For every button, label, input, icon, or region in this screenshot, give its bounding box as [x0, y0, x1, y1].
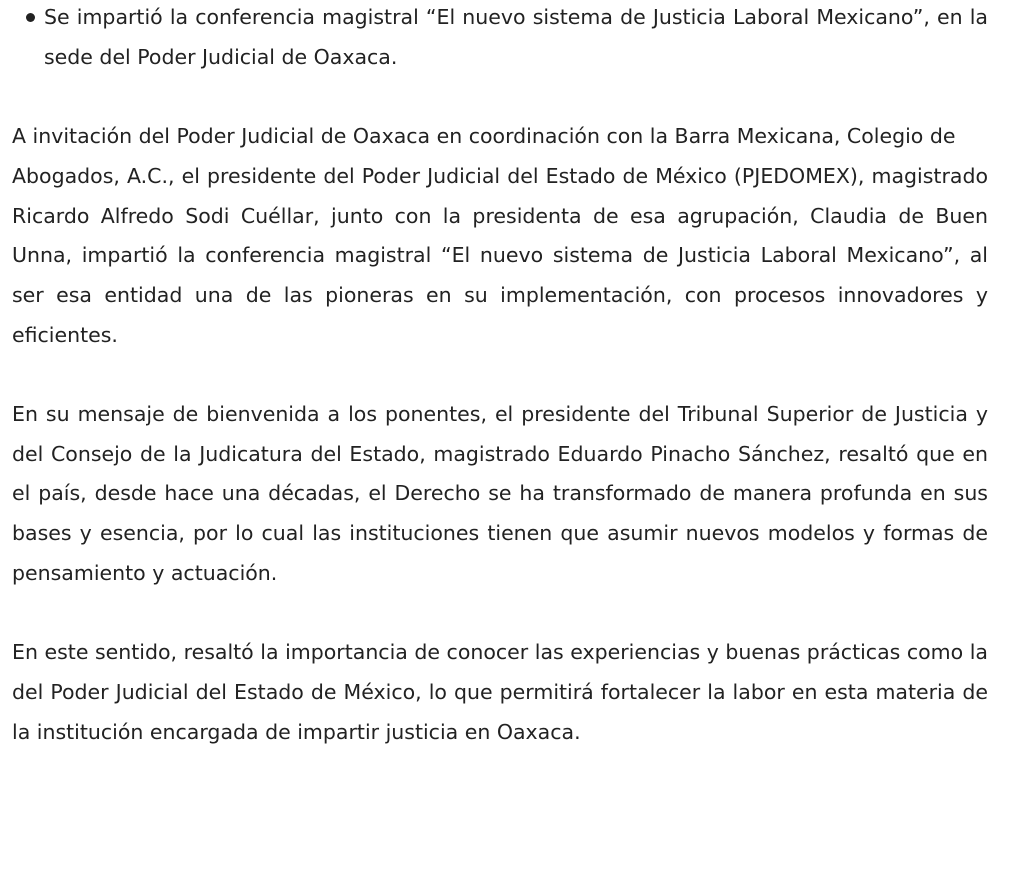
summary-bullet-item — [12, 0, 988, 77]
summary-list — [12, 0, 988, 77]
bullet-dot-icon — [26, 13, 35, 22]
article-body — [12, 0, 988, 752]
summary-bullet-text: Se impartió la conferencia magistral “El nuevo sistema de Justicia Laboral Mexicano”, en la sede del Poder Judicial de Oaxaca. — [44, 5, 988, 69]
paragraph-best-practices: En este sentido, resaltó la importancia de conocer las experiencias y buenas prácticas como la del Poder Judicial del Estado de México, lo que permitirá fortalecer la labor en esta materia de la institución encargada de impartir justicia en Oaxaca. — [12, 640, 988, 744]
paragraph-welcome-message: En su mensaje de bienvenida a los ponentes, el presidente del Tribunal Superior de Justicia y del Consejo de la Judicatura del Estado, magistrado Eduardo Pinacho Sánchez, resaltó que en el país, desde hace una décadas, el Derecho se ha transformado de manera profunda en sus bases y esencia, por lo cual las instituciones tienen que asumir nuevos modelos y formas de pensamiento y actuación. — [12, 402, 988, 585]
paragraph-invitation-rest: Abogados, A.C., el presidente del Poder Judicial del Estado de México (PJEDOMEX), magistrado Ricardo Alfredo Sodi Cuéllar, junto con la presidenta de esa agrupación, Claudia de Buen Unna, impartió la conferencia magistral “El nuevo sistema de Justicia Laboral Mexicano”, al ser esa entidad una de las pioneras en su implementación, con procesos innovadores y eficientes. — [12, 163, 988, 347]
paragraph-invitation — [12, 117, 988, 355]
paragraph-invitation-first-line: A invitación del Poder Judicial de Oaxaca en coordinación con la Barra Mexicana, Colegio de — [12, 124, 956, 149]
